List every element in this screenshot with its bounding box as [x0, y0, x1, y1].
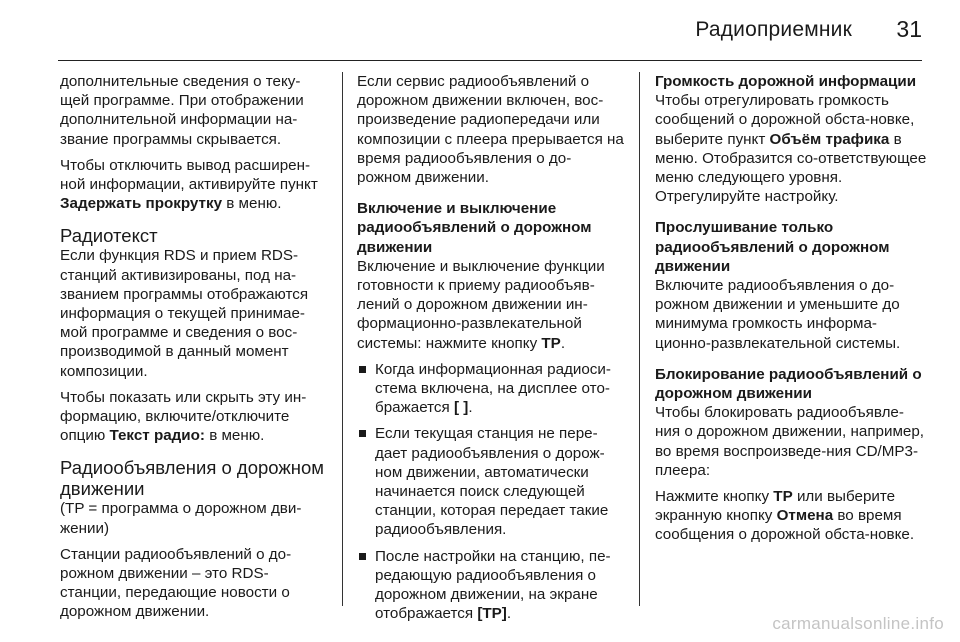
button-label-cancel: Отмена — [776, 507, 834, 525]
text: в меню. — [204, 427, 265, 445]
text: Включение и выключение функции готовности к приему радиообъяв-лений о дорожном движении ин-формационно-развлекательной системы: нажмите кнопку — [357, 257, 605, 352]
text: . — [560, 334, 566, 352]
button-label-tp: TP — [773, 488, 793, 506]
column-divider — [342, 72, 343, 606]
paragraph — [60, 156, 326, 214]
paragraph — [60, 388, 326, 446]
column-3 — [655, 72, 927, 606]
text: . — [506, 605, 512, 623]
header-divider — [58, 60, 922, 61]
paragraph — [357, 257, 625, 353]
subheading-traffic-volume: Громкость дорожной информации — [655, 73, 917, 90]
section-heading-radiotext: Радиотекст — [60, 225, 158, 247]
column-2 — [357, 72, 625, 623]
text: Чтобы отключить вывод расширен-ной информации, активируйте пункт — [60, 156, 318, 194]
paragraph — [655, 91, 927, 206]
menu-option-hold-scroll: Задержать прокрутку — [60, 195, 223, 213]
page-header — [0, 0, 960, 60]
watermark: carmanualsonline.info — [772, 614, 944, 633]
paragraph — [655, 487, 927, 545]
paragraph: дополнительные сведения о теку-щей программе. При отображении дополнительной информации на-звание программы скрывается. — [60, 73, 304, 148]
menu-option-radio-text: Текст радио: — [109, 427, 205, 445]
text: в меню. Отобразится со-ответствующее меню следующего уровня. Отрегулируйте настройку. — [655, 130, 927, 206]
text: Чтобы показать или скрыть эту ин-формацию, включите/отключите опцию — [60, 388, 307, 445]
paragraph: Станции радиообъявлений о до-рожном движении – это RDS-станции, передающие новости о дорожном движении. — [60, 545, 292, 621]
page-number: 31 — [896, 16, 922, 42]
paragraph: Если функция RDS и прием RDS-станций активизированы, под на-званием программы отображаются информация о текущей принимае-мой программе и сведения о вос-производимой в данный момент композиции. — [60, 247, 309, 380]
column-divider — [639, 72, 640, 606]
text: или выберите экранную кнопку — [655, 488, 896, 525]
list-item — [357, 360, 625, 418]
text: во время сообщения о дорожной обста-новке. — [655, 507, 915, 544]
section-heading-traffic: Радиообъявления о дорожном движении — [60, 457, 324, 500]
bullet-list — [357, 360, 625, 624]
subheading-toggle-traffic: Включение и выключение радиообъявлений о дорожном движении — [357, 200, 592, 256]
paragraph: Включите радиообъявления о до-рожном движении и уменьшите до минимума громкость информа-ционно-развлекательной системы. — [655, 277, 901, 352]
subheading-block-traffic: Блокирование радиообъявлений о дорожном движении — [655, 365, 922, 403]
subheading-listen-only: Прослушивание только радиообъявлений о дорожном движении — [655, 219, 890, 275]
text: После настройки на станцию, пе-редающую радиообъявления о дорожном движении, на экране отображается — [375, 547, 611, 623]
paragraph: Если сервис радиообъявлений о дорожном движении включен, вос-произведение радиопередачи или композиции с плеера прерывается на время радиообъявления о до-рожном движении. — [357, 73, 624, 187]
text: . — [468, 399, 473, 417]
page-title: Радиоприемник — [695, 18, 852, 41]
display-indicator-tp: [TP] — [477, 605, 507, 623]
list-item: Если текущая станция не пере-дает радиообъявления о дорож-ном движении, автоматически начинается поиск следующей станции, которая передает такие радиообъявления. — [357, 424, 625, 539]
button-label-tp: TP — [541, 334, 561, 352]
text: Когда информационная радиоси-стема включена, на дисплее ото-бражается — [375, 360, 611, 417]
list-item — [357, 547, 625, 624]
text: в меню. — [222, 195, 282, 213]
display-indicator: [ ] — [453, 399, 469, 417]
column-1 — [60, 72, 326, 621]
menu-option-traffic-volume: Объём трафика — [769, 130, 890, 148]
paragraph: Чтобы блокировать радиообъявле-ния о дорожном движении, например, во время воспроизведе-ния CD/MP3-плеера: — [655, 404, 925, 479]
text: Чтобы отрегулировать громкость сообщений о дорожной обста-новке, выберите пункт — [655, 92, 915, 148]
text: Нажмите кнопку — [655, 488, 774, 506]
paragraph: (TP = программа о дорожном дви-жении) — [60, 500, 302, 537]
